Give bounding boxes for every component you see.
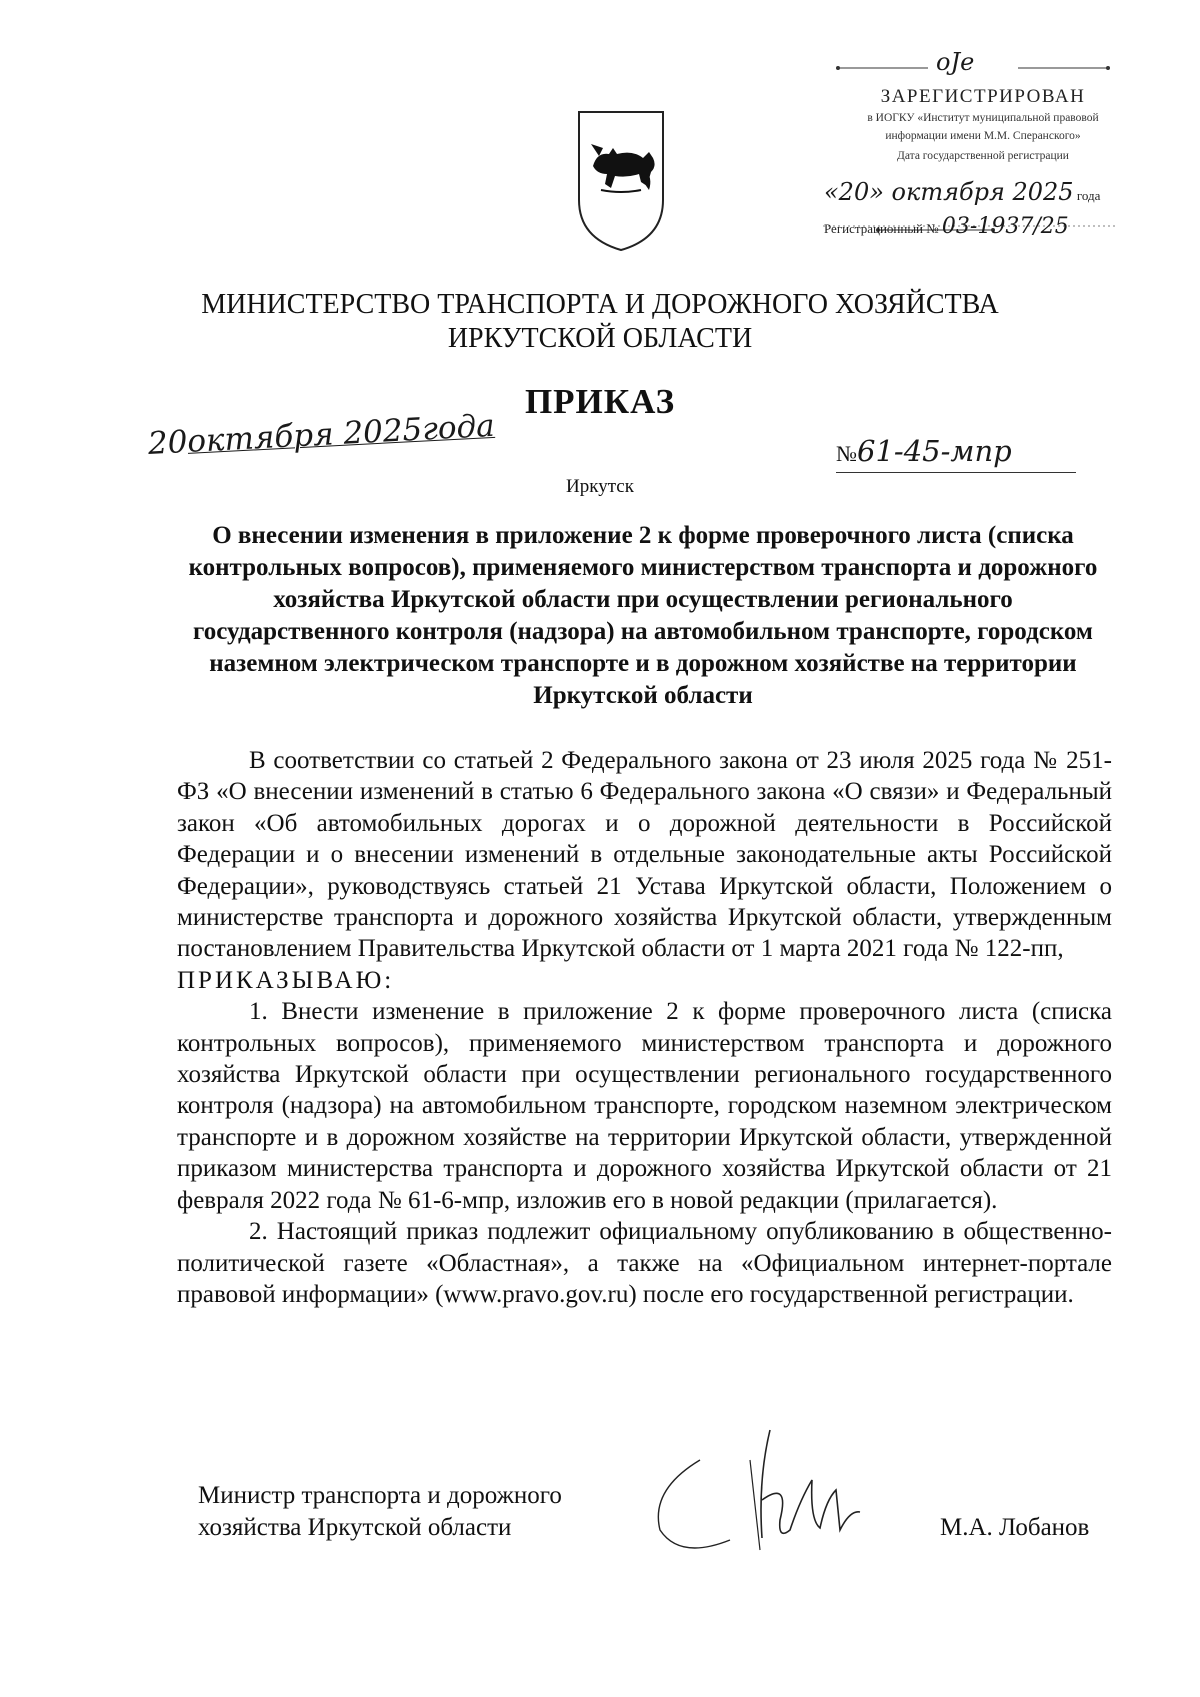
stamp-title: ЗАРЕГИСТРИРОВАН: [880, 86, 1086, 107]
number-sign: №: [836, 441, 857, 466]
order-item-2: 2. Настоящий приказ подлежит официальному опубликованию в общественно-политической газете «Областная», а также на «Официальном интернет-портале правовой информации» (www.pravo.gov.ru) после его государственной регистрации.: [177, 1218, 1112, 1308]
coat-of-arms-icon: [575, 108, 667, 254]
preamble-paragraph: В соответствии со статьей 2 Федерального закона от 23 июля 2025 года № 251-ФЗ «О внесении изменений в статью 6 Федерального закона «О связи» и Федеральный закон «Об автомобильных дорогах и о дорожной деятельности в Российской Федерации и о внесении изменений в отдельные законодательные акты Российской Федерации», руководствуясь статьей 21 Устава Иркутской области, Положением о министерстве транспорта и дорожного хозяйства Иркутской области, утвержденным постановлением Правительства Иркутской области от 1 марта 2021 года № 122-пп,: [177, 747, 1112, 963]
stamp-date-handwritten: «20» октября 2025: [824, 178, 1074, 206]
order-word: ПРИКАЗЫВАЮ:: [177, 966, 395, 994]
stamp-line-2: информации имени М.М. Сперанского»: [885, 130, 1081, 142]
signatory-role-line-2: хозяйства Иркутской области: [198, 1514, 512, 1541]
stamp-line-3: Дата государственной регистрации: [897, 150, 1069, 162]
order-date-handwritten: октября 2025года: [186, 407, 496, 460]
ministry-name: [0, 288, 1200, 356]
signatory-name: М.А. Лобанов: [940, 1514, 1090, 1541]
signatory-role-line-1: Министр транспорта и дорожного: [198, 1482, 562, 1509]
stamp-top-mark: oJe: [936, 48, 975, 76]
order-number-handwritten: 61-45-мпр: [857, 434, 1012, 468]
document-subject: О внесении изменения в приложение 2 к форме проверочного листа (списка контрольных вопросов), применяемого министерством транспорта и дорожного хозяйства Иркутской области при осуществлении регионального государственного контроля (надзора) на автомобильном транспорте, городском наземном электрическом транспорте и в дорожном хозяйстве на территории Иркутской области: [188, 522, 1098, 709]
document-body: [177, 745, 1112, 1310]
order-item-1: 1. Внести изменение в приложение 2 к форме проверочного листа (списка контрольных вопросов), применяемого министерством транспорта и дорожного хозяйства Иркутской области при осуществлении регионального государственного контроля (надзора) на автомобильном транспорте, городском наземном электрическом транспорте и в дорожном хозяйстве на территории Иркутской области, утвержденной приказом министерства транспорта и дорожного хозяйства Иркутской области от 21 февраля 2022 года № 61-6-мпр, изложив его в новой редакции (прилагается).: [177, 998, 1112, 1214]
stamp-date: [824, 178, 1144, 206]
order-date-day: 20: [147, 423, 189, 462]
stamp-reg-label: Регистрационный №: [824, 221, 939, 236]
registration-stamp: [818, 48, 1148, 268]
stamp-date-suffix: года: [1076, 188, 1101, 203]
order-number: [836, 434, 1076, 473]
ministry-line-1: МИНИСТЕРСТВО ТРАНСПОРТА И ДОРОЖНОГО ХОЗЯЙСТВА: [201, 289, 999, 320]
signatory-role: [198, 1480, 562, 1544]
stamp-reg-number: [824, 214, 1144, 239]
document-type-title: ПРИКАЗ: [524, 382, 676, 421]
stamp-reg-number-handwritten: 03-1937/25: [941, 214, 1069, 239]
ministry-line-2: ИРКУТСКОЙ ОБЛАСТИ: [447, 323, 753, 354]
handwritten-signature-icon: [640, 1420, 940, 1580]
city-name: Иркутск: [566, 476, 634, 497]
stamp-line-1: в ИОГКУ «Институт муниципальной правовой: [867, 112, 1099, 124]
